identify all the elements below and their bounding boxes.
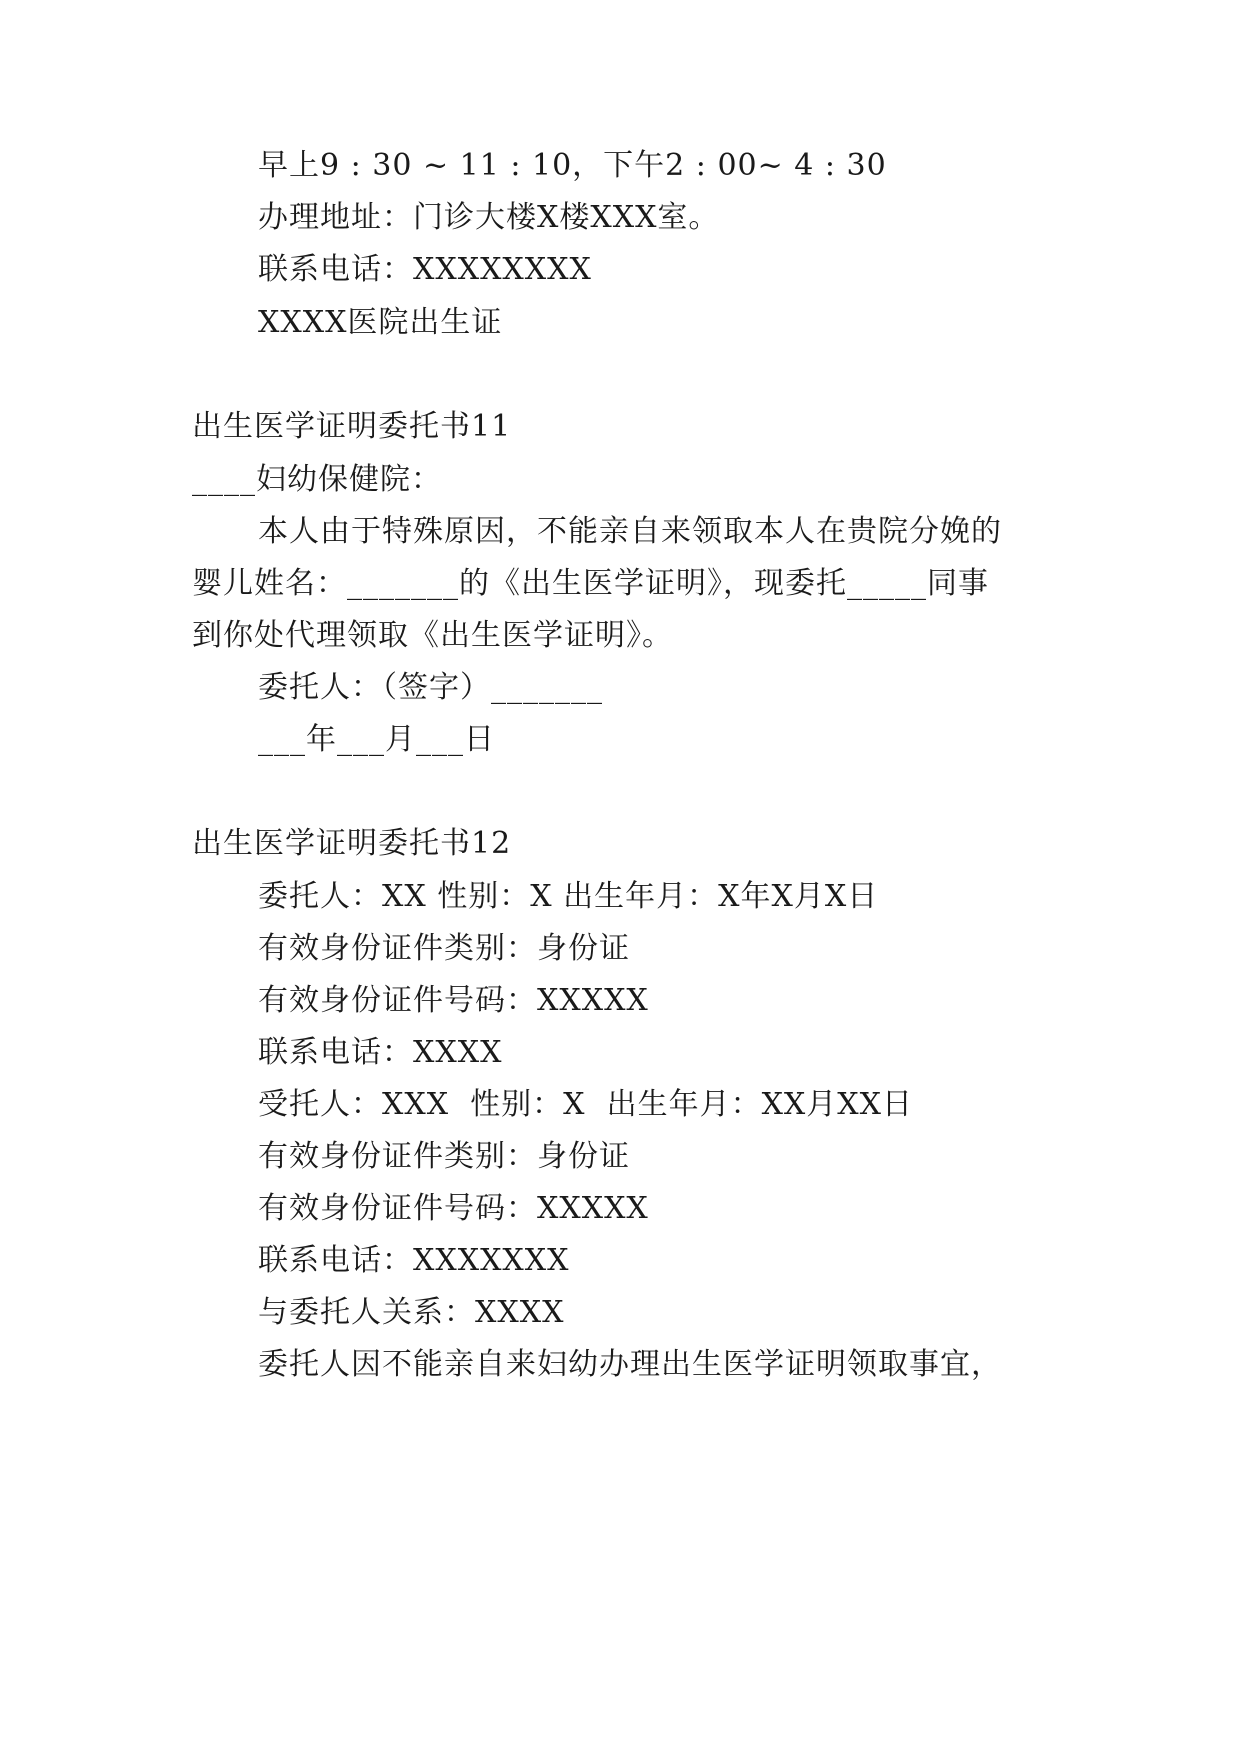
hospital-line: XXXX医院出生证 <box>258 305 503 340</box>
principal-info-line: 委托人：XX 性别：X 出生年月：X年X月X日 <box>258 879 879 914</box>
section-title-12: 出生医学证明委托书12 <box>192 826 512 861</box>
body-paragraph-line-2: 婴儿姓名：_______的《出生医学证明》，现委托_____同事 <box>192 566 989 601</box>
agent-phone-line: 联系电话：XXXXXXX <box>258 1243 570 1278</box>
date-line: ___年___月___日 <box>258 722 495 757</box>
relationship-line: 与委托人关系：XXXX <box>258 1295 565 1330</box>
body-paragraph-line-1: 本人由于特殊原因，不能亲自来领取本人在贵院分娩的 <box>258 514 1002 549</box>
contact-phone-line: 联系电话：XXXXXXXX <box>258 252 592 287</box>
office-hours-line: 早上9 : 30 ~ 11 : 10，下午2 : 00~ 4 : 30 <box>258 148 887 183</box>
addressee-line: ____妇幼保健院： <box>192 462 442 497</box>
agent-id-type-line: 有效身份证件类别：身份证 <box>258 1139 630 1174</box>
section-title-11: 出生医学证明委托书11 <box>192 409 512 444</box>
agent-info-line: 受托人：XXX 性别：X 出生年月：XX月XX日 <box>258 1087 914 1122</box>
closing-paragraph-line: 委托人因不能亲自来妇幼办理出生医学证明领取事宜， <box>258 1347 1002 1382</box>
office-address-line: 办理地址：门诊大楼X楼XXX室。 <box>258 200 720 235</box>
agent-id-number-line: 有效身份证件号码：XXXXX <box>258 1191 649 1226</box>
principal-id-type-line: 有效身份证件类别：身份证 <box>258 931 630 966</box>
principal-id-number-line: 有效身份证件号码：XXXXX <box>258 983 649 1018</box>
body-paragraph-line-3: 到你处代理领取《出生医学证明》。 <box>192 618 673 653</box>
signature-line: 委托人：（签字）_______ <box>258 670 603 705</box>
principal-phone-line: 联系电话：XXXX <box>258 1035 503 1070</box>
